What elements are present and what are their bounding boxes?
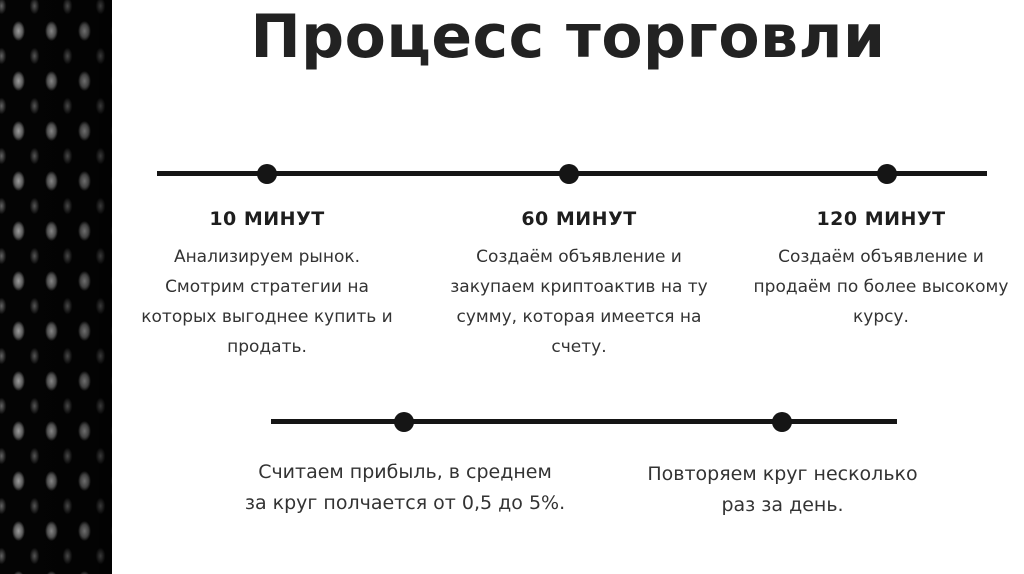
step-1-heading: 10 МИНУТ — [209, 208, 325, 230]
step-1-text: Анализируем рынок. Смотрим стратегии на которых выгоднее купить и продать. — [141, 247, 393, 357]
timeline-bottom-dot-2 — [772, 412, 792, 432]
step-3-text: Создаём объявление и продаём по более высокому курсу. — [753, 247, 1009, 327]
step-3 — [732, 208, 1024, 332]
side-decorative-photo — [0, 0, 112, 574]
step-2-heading: 60 МИНУТ — [521, 208, 637, 230]
timeline-dot-1 — [257, 164, 277, 184]
step-2 — [424, 208, 734, 362]
page-title: Процесс торговли — [250, 2, 886, 72]
timeline-bottom-dot-1 — [394, 412, 414, 432]
step-1 — [122, 208, 412, 362]
bottom-step-2-text: Повторяем круг несколько раз за день. — [647, 463, 918, 516]
timeline-dot-3 — [877, 164, 897, 184]
step-3-heading: 120 МИНУТ — [816, 208, 946, 230]
step-2-text: Создаём объявление и закупаем криптоактив на ту сумму, которая имеется на счету. — [450, 247, 708, 357]
timeline-bottom-line — [271, 419, 897, 424]
bottom-step-1-text: Считаем прибыль, в среднем за круг полчается от 0,5 до 5%. — [244, 461, 566, 514]
timeline-dot-2 — [559, 164, 579, 184]
